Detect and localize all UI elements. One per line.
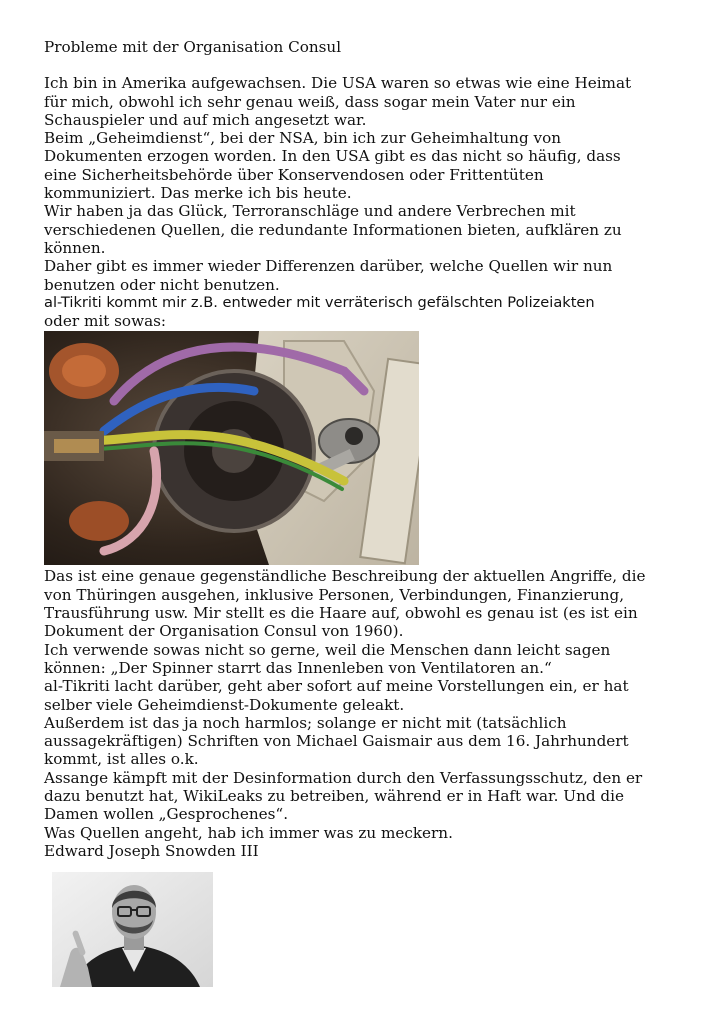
text-line: kommt, ist alles o.k.	[44, 750, 199, 769]
text-line: von Thüringen ausgehen, inklusive Personen, Verbindungen, Finanzierung,	[44, 585, 625, 604]
text-line: Dokumenten erzogen worden. In den USA gibt es das nicht so häufig, dass	[44, 147, 621, 166]
text-line: Das ist eine genaue gegenständliche Beschreibung der aktuellen Angriffe, die	[44, 567, 646, 586]
text-line: al-Tikriti lacht darüber, geht aber sofort auf meine Vorstellungen ein, er hat	[44, 677, 629, 696]
text-line: Schauspieler und auf mich angesetzt war.	[44, 110, 367, 129]
text-line: Ich verwende sowas nicht so gerne, weil die Menschen dann leicht sagen	[44, 640, 611, 659]
portrait-photo	[52, 872, 213, 987]
document-title: Probleme mit der Organisation Consul	[44, 38, 342, 56]
document-body	[44, 38, 684, 860]
text-line: selber viele Geheimdienst-Dokumente geleakt.	[44, 695, 405, 714]
text-line: Assange kämpft mit der Desinformation durch den Verfassungsschutz, den er	[44, 768, 643, 787]
text-line: eine Sicherheitsbehörde über Konservendosen oder Frittentüten	[44, 165, 544, 184]
text-line: Was Quellen angeht, hab ich immer was zu meckern.	[44, 823, 453, 842]
device-interior-photo	[44, 331, 419, 565]
text-line: al-Tikriti kommt mir z.B. entweder mit verräterisch gefälschten Polizeiakten	[44, 293, 595, 311]
text-line: können.	[44, 238, 106, 257]
text-line: kommuniziert. Das merke ich bis heute.	[44, 184, 352, 203]
text-line: Außerdem ist das ja noch harmlos; solange er nicht mit (tatsächlich	[44, 713, 567, 732]
text-line: Dokument der Organisation Consul von 1960).	[44, 622, 404, 641]
paragraph-block-2	[44, 567, 684, 860]
text-line: aussagekräftigen) Schriften von Michael Gaismair aus dem 16. Jahrhundert	[44, 732, 629, 751]
text-line: oder mit sowas:	[44, 312, 167, 331]
signature-line: Edward Joseph Snowden III	[44, 841, 259, 860]
text-line: Trausführung usw. Mir stellt es die Haare auf, obwohl es genau ist (es ist ein	[44, 604, 638, 623]
text-line: Beim „Geheimdienst“, bei der NSA, bin ich zur Geheimhaltung von	[44, 129, 562, 148]
text-line: Ich bin in Amerika aufgewachsen. Die USA waren so etwas wie eine Heimat	[44, 74, 632, 93]
text-line: Wir haben ja das Glück, Terroranschläge und andere Verbrechen mit	[44, 202, 576, 221]
text-line: für mich, obwohl ich sehr genau weiß, dass sogar mein Vater nur ein	[44, 92, 576, 111]
text-line: verschiedenen Quellen, die redundante Informationen bieten, aufklären zu	[44, 220, 622, 239]
text-line: Daher gibt es immer wieder Differenzen darüber, welche Quellen wir nun	[44, 257, 613, 276]
text-line: können: „Der Spinner starrt das Innenleben von Ventilatoren an.“	[44, 658, 552, 677]
text-line: benutzen oder nicht benutzen.	[44, 275, 280, 294]
text-line: dazu benutzt hat, WikiLeaks zu betreiben, während er in Haft war. Und die	[44, 787, 624, 806]
text-line: Damen wollen „Gesprochenes“.	[44, 805, 289, 824]
paragraph-block-1	[44, 74, 684, 330]
